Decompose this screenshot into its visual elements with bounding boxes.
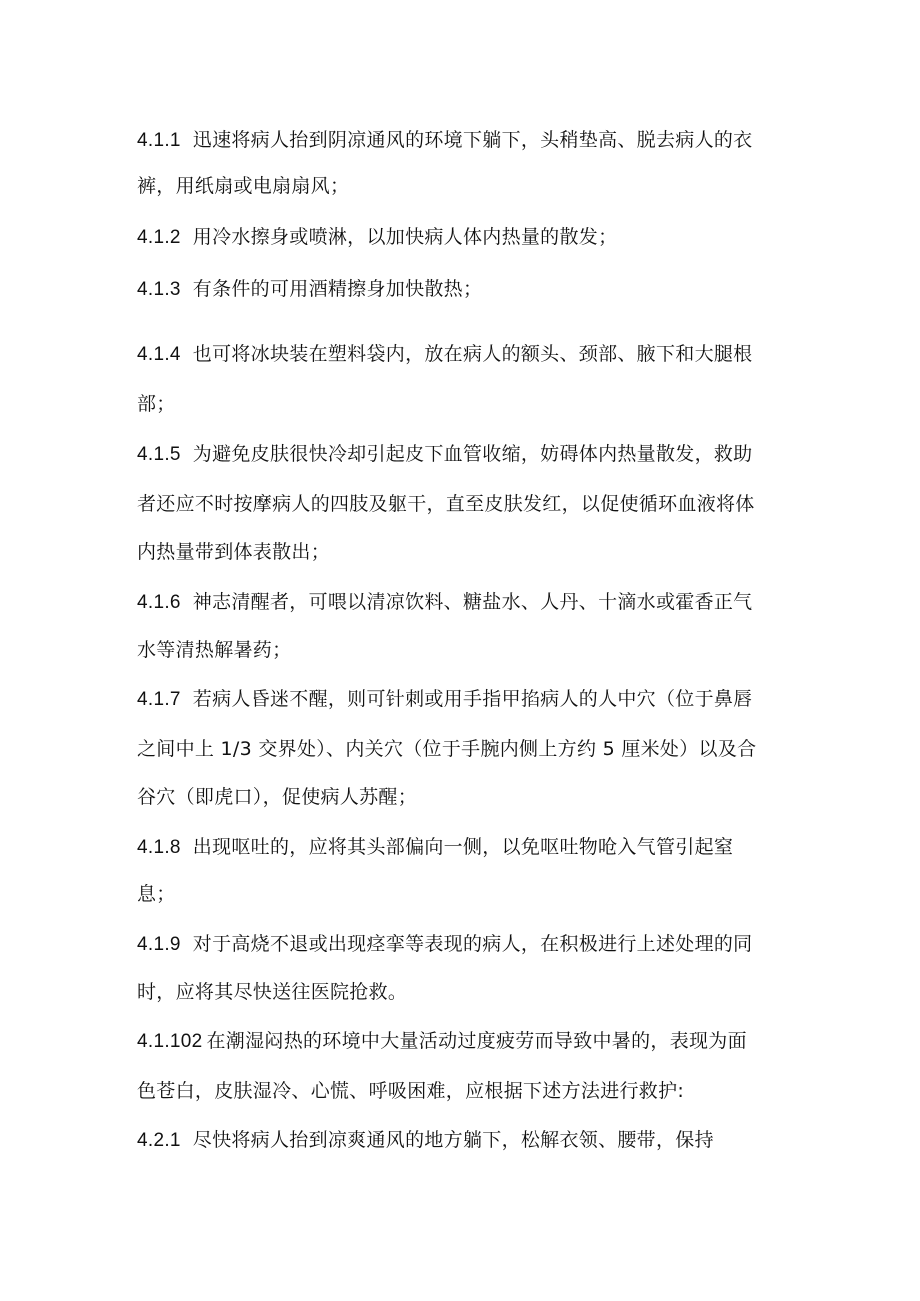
item-number: 4.1.8: [137, 837, 181, 858]
item-number: 4.1.5: [137, 444, 181, 465]
item-number: 4.1.9: [137, 934, 181, 955]
item-4-1-4-line-2: [137, 390, 797, 418]
item-text: 裤，用纸扇或电扇扇风；: [137, 175, 350, 197]
item-text: 为避免皮肤很快冷却引起皮下血管收缩，妨碍体内热量散发，救助: [192, 443, 753, 465]
item-number: 4.1.6: [137, 592, 181, 613]
item-text: 部；: [137, 393, 176, 415]
item-4-1-8-line-1: [137, 833, 797, 862]
item-number: 4.1.7: [137, 689, 181, 710]
item-number: 4.1.1: [137, 130, 181, 151]
item-number: 4.1.4: [137, 344, 181, 365]
item-4-1-102-line-2: [137, 1077, 797, 1105]
item-4-1-5-line-3: [137, 538, 797, 566]
item-text: 神志清醒者，可喂以清凉饮料、糖盐水、人丹、十滴水或霍香正气: [192, 591, 753, 613]
item-4-1-6-line-2: [137, 636, 797, 664]
item-text: 色苍白，皮肤湿冷、心慌、呼吸困难，应根据下述方法进行救护:: [137, 1080, 685, 1102]
item-text: 对于高烧不退或出现痉挛等表现的病人，在积极进行上述处理的同: [192, 933, 753, 955]
item-4-1-8-line-2: [137, 880, 797, 908]
item-number: 4.1.102: [137, 1031, 203, 1052]
item-text: 水等清热解暑药；: [137, 639, 292, 661]
item-text: 谷穴（即虎口），促使病人苏醒；: [137, 786, 418, 808]
item-text: 时，应将其尽快送往医院抢救。: [137, 981, 408, 1003]
item-text: 迅速将病人抬到阴凉通风的环境下躺下，头稍垫高、脱去病人的衣: [192, 129, 753, 151]
item-text: 尽快将病人抬到凉爽通风的地方躺下，松解衣领、腰带，保持: [192, 1129, 714, 1151]
item-4-1-7-line-1: [137, 685, 797, 714]
item-number: 4.1.3: [137, 279, 181, 300]
item-4-1-102-line-1: [137, 1027, 797, 1056]
item-text: 息；: [137, 883, 176, 905]
item-4-2-1-line-1: [137, 1126, 797, 1155]
item-text: 者还应不时按摩病人的四肢及躯干，直至皮肤发红，以促使循环血液将体: [137, 493, 755, 515]
item-4-1-5-line-2: [137, 490, 797, 518]
item-4-1-1-line-1: [137, 126, 797, 155]
item-4-1-3-line-1: [137, 275, 797, 304]
item-number: 4.2.1: [137, 1130, 181, 1151]
item-4-1-2-line-1: [137, 223, 797, 252]
item-4-1-9-line-2: [137, 978, 797, 1006]
item-4-1-1-line-2: [137, 172, 797, 200]
item-number: 4.1.2: [137, 227, 181, 248]
item-text: 若病人昏迷不醒，则可针刺或用手指甲掐病人的人中穴（位于鼻唇: [192, 688, 753, 710]
item-text: 之间中上 1/3 交界处）、内关穴（位于手腕内侧上方约 5 厘米处）以及合: [137, 738, 757, 760]
item-4-1-4-line-1: [137, 340, 797, 369]
item-text: 有条件的可用酒精擦身加快散热；: [192, 278, 483, 300]
item-text: 也可将冰块装在塑料袋内，放在病人的额头、颈部、腋下和大腿根: [192, 343, 753, 365]
item-text: 用冷水擦身或喷淋，以加快病人体内热量的散发；: [192, 226, 618, 248]
item-4-1-7-line-3: [137, 783, 797, 811]
item-4-1-6-line-1: [137, 588, 797, 617]
item-text: 出现呕吐的，应将其头部偏向一侧，以免呕吐物呛入气管引起窒: [192, 836, 734, 858]
item-4-1-5-line-1: [137, 440, 797, 469]
item-4-1-9-line-1: [137, 930, 797, 959]
item-text: 在潮湿闷热的环境中大量活动过度疲劳而导致中暑的，表现为面: [206, 1030, 747, 1052]
item-4-1-7-line-2: [137, 735, 797, 763]
item-text: 内热量带到体表散出；: [137, 541, 331, 563]
